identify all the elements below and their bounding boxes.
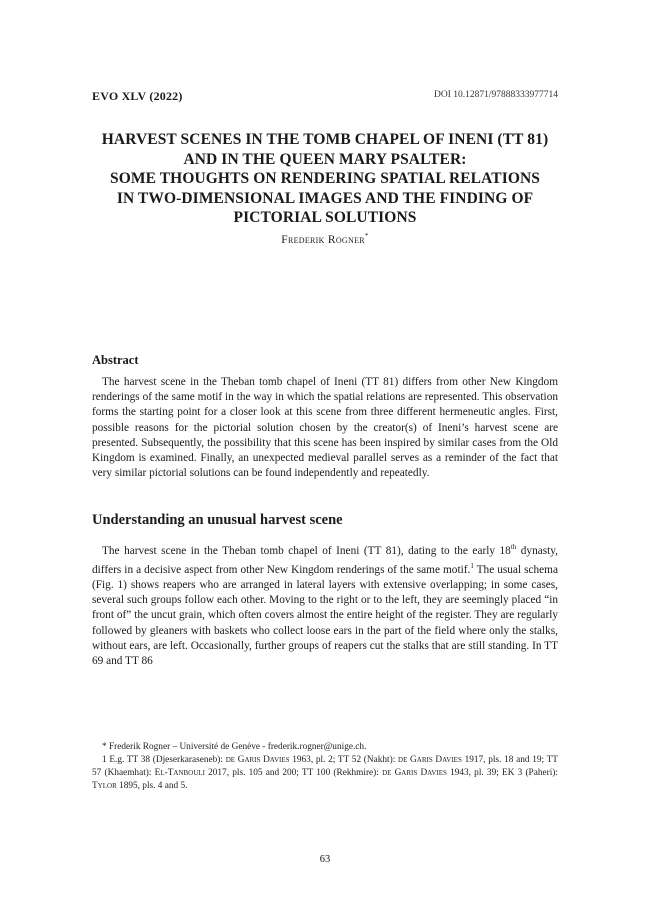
author-footnote-marker: * (364, 232, 369, 240)
title-line-5: PICTORIAL SOLUTIONS (233, 209, 417, 226)
paper-title (92, 130, 558, 228)
body-text-part-2: dynasty, differs in a decisive aspect from other New Kingdom renderings of the same motif. (92, 544, 558, 576)
fn1-author-5: Tylor (92, 781, 117, 791)
abstract-text: The harvest scene in the Theban tomb chapel of Ineni (TT 81) differs from other New Kingdom renderings of the same motif in the way in which the spatial relations are represented. This observation forms the starting point for a closer look at this scene from three different hermeneutic angles. First, possible reasons for the pictorial solution chosen by the creator(s) of Ineni’s harvest scene are presented. Subsequently, the possibility that this scene has been inspired by similar cases from the Old Kingdom is examined. Finally, an unexpected medieval parallel serves as a reminder of the fact that very similar pictorial solutions can be found independently and repeatedly. (92, 376, 558, 480)
footnote-ref-1[interactable]: 1 (470, 561, 474, 570)
title-line-1: HARVEST SCENES IN THE TOMB CHAPEL OF INENI (TT 81) (101, 131, 549, 148)
doi-header: DOI 10.12871/97888333977714 (433, 90, 558, 100)
superscript-th: th (510, 543, 517, 551)
author-name: Frederik Rogner (281, 233, 365, 246)
fn1-text-d: 2017, pls. 105 and 200; TT 100 (Rekhmire): (204, 768, 383, 778)
fn1-author-1: de Garis Davies (225, 755, 290, 765)
fn1-text-b: 1963, pl. 2; TT 52 (Nakht): (289, 755, 399, 765)
fn1-author-2: de Garis Davies (398, 755, 462, 765)
fn1-author-3: El-Tanbouli (154, 768, 205, 778)
section-body-text (92, 540, 558, 669)
footnote-author: * Frederik Rogner – Université de Genève - frederik.rogner@unige.ch. (102, 742, 367, 752)
fn1-text-e: 1943, pl. 39; EK 3 (Paheri): (446, 768, 558, 778)
title-line-2: AND IN THE QUEEN MARY PSALTER: (183, 150, 467, 168)
footnotes (92, 741, 558, 793)
section-heading: Understanding an unusual harvest scene (92, 512, 343, 528)
fn1-text-f: 1895, pls. 4 and 5. (116, 781, 188, 791)
fn1-text-a: 1 E.g. TT 38 (Djeserkaraseneb): (102, 755, 226, 765)
fn1-author-4: de Garis Davies (382, 768, 447, 778)
page-number: 63 (319, 854, 331, 865)
title-line-4: IN TWO-DIMENSIONAL IMAGES AND THE FINDING OF (116, 189, 534, 207)
body-text-part-3: The usual schema (Fig. 1) shows reapers who are arranged in lateral layers with extensive overlapping; in some cases, several such groups follow each other. Moving to the right or to the left, they are seemingly placed “in front of” the uncut grain, which often covers almost the entire height of the register. They are regularly followed by gleaners with baskets who collect loose ears in the part of the field where only the stalks, without ears, are left. Occasionally, further groups of reapers cut the stalks that are still standing. In TT 69 and TT 86 (92, 563, 558, 667)
fn1-text-c: 1917, pls. 18 and 19; TT 57 (Khaemhat): (92, 755, 558, 778)
body-text-part-1: The harvest scene in the Theban tomb chapel of Ineni (TT 81), dating to the early 18 (102, 544, 511, 557)
author-line (92, 232, 558, 246)
abstract-heading: Abstract (92, 353, 139, 367)
title-line-3: SOME THOUGHTS ON RENDERING SPATIAL RELATIONS (109, 170, 541, 187)
footnote-1 (92, 754, 558, 793)
journal-header: EVO XLV (2022) (92, 89, 183, 103)
